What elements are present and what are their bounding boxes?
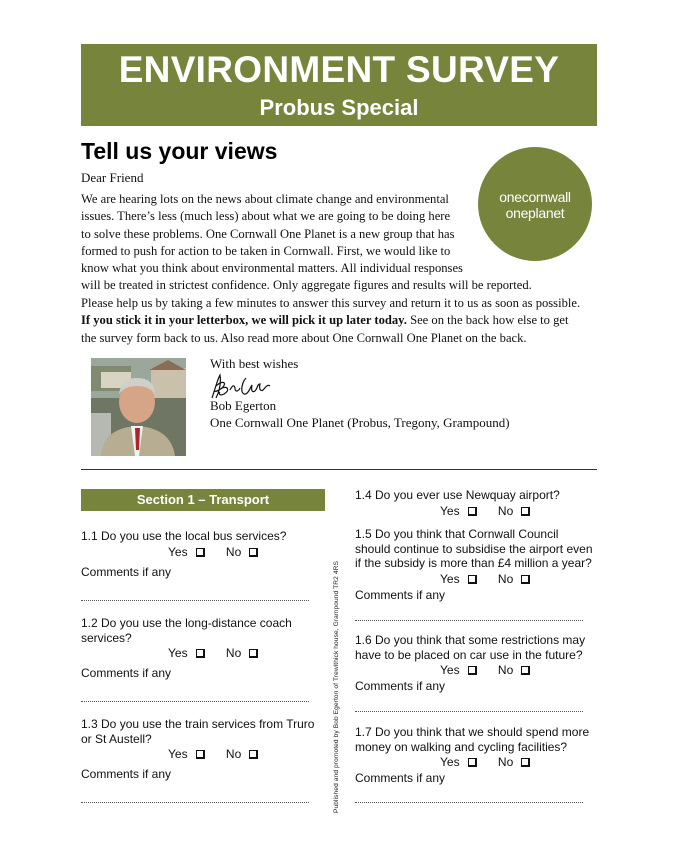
intro-line: know what you think about environmental matters. All individual responses: [81, 261, 463, 276]
greeting: Dear Friend: [81, 170, 144, 185]
comments-line[interactable]: [355, 802, 583, 803]
no-label: No: [225, 545, 242, 559]
question-text: 1.2 Do you use the long-distance coach: [81, 616, 292, 630]
answer-1-7: [440, 755, 530, 769]
no-label: No: [497, 504, 514, 518]
pickup-note: If you stick it in your letterbox, we will pick it up later today.: [81, 313, 407, 328]
signature: [210, 374, 510, 399]
question-1-4: [355, 488, 560, 503]
question-1-1: [81, 529, 286, 544]
logo-line: onecornwall: [499, 189, 571, 205]
intro-line: We are hearing lots on the news about climate change and environmental: [81, 192, 449, 206]
yes-checkbox[interactable]: [468, 575, 477, 584]
author-name: Bob Egerton: [210, 398, 277, 413]
no-checkbox[interactable]: [249, 649, 258, 658]
intro-line: will be treated in strictest confidence. Only aggregate figures and results will be reported.: [81, 278, 532, 293]
request-line: the survey form back to us. Also read more about One Cornwall One Planet on the back.: [81, 330, 527, 345]
question-1-7: [355, 725, 589, 754]
question-1-3: [81, 717, 314, 746]
no-checkbox[interactable]: [521, 575, 530, 584]
signoff: [210, 357, 510, 429]
question-text: have to be placed on car use in the future?: [355, 647, 583, 662]
yes-label: Yes: [440, 663, 460, 677]
question-text: 1.7 Do you think that we should spend more: [355, 725, 590, 739]
comments-label: Comments if any: [355, 679, 446, 693]
question-text: 1.4 Do you ever use Newquay airport?: [355, 488, 560, 502]
no-label: No: [225, 747, 242, 761]
request-line: [81, 313, 601, 330]
yes-label: Yes: [168, 545, 188, 559]
yes-checkbox[interactable]: [468, 507, 477, 516]
no-checkbox[interactable]: [249, 548, 258, 557]
no-checkbox[interactable]: [521, 507, 530, 516]
question-1-2: [81, 616, 292, 645]
one-cornwall-logo: [478, 147, 592, 261]
yes-label: Yes: [440, 755, 460, 769]
section-divider: [81, 469, 597, 470]
no-checkbox[interactable]: [249, 750, 258, 759]
intro-line: formed to push for action to be taken in Cornwall. First, we would like to: [81, 243, 451, 258]
author-org: One Cornwall One Planet (Probus, Tregony, Grampound): [210, 415, 510, 430]
no-checkbox[interactable]: [521, 666, 530, 675]
question-1-6: [355, 633, 585, 662]
comments-line[interactable]: [355, 711, 583, 712]
answer-1-3: [168, 747, 258, 761]
yes-checkbox[interactable]: [196, 548, 205, 557]
yes-checkbox[interactable]: [468, 758, 477, 767]
answer-1-6: [440, 663, 530, 677]
intro-line: to solve these problems. One Cornwall One Planet is a new group that has: [81, 226, 455, 241]
section-1-header: Section 1 – Transport: [81, 489, 325, 511]
logo-line: oneplanet: [505, 205, 565, 221]
imprint-text: Published and promoted by Bob Egerton of Trewithick house, Grampound TR2 4RS: [333, 561, 340, 813]
yes-label: Yes: [440, 504, 460, 518]
no-label: No: [497, 663, 514, 677]
question-text: 1.3 Do you use the train services from Truro: [81, 717, 315, 731]
title-banner: [81, 44, 597, 126]
survey-subtitle: Probus Special: [259, 95, 419, 120]
survey-title: ENVIRONMENT SURVEY: [118, 49, 560, 90]
answer-1-1: [168, 545, 258, 559]
no-label: No: [497, 572, 514, 586]
comments-line[interactable]: [81, 600, 309, 601]
question-text: money on walking and cycling facilities?: [355, 739, 568, 754]
no-checkbox[interactable]: [521, 758, 530, 767]
portrait-image: [91, 358, 186, 456]
yes-label: Yes: [440, 572, 460, 586]
comments-label: Comments if any: [355, 771, 446, 785]
intro-line: issues. There’s less (much less) about what we are going to be doing here: [81, 209, 451, 224]
author-photo: [91, 358, 186, 456]
comments-label: Comments if any: [81, 565, 172, 579]
question-text: if the subsidy is more than £4 million a year?: [355, 556, 592, 570]
comments-line[interactable]: [81, 802, 309, 803]
yes-checkbox[interactable]: [468, 666, 477, 675]
no-label: No: [225, 646, 242, 660]
comments-label: Comments if any: [81, 666, 172, 680]
no-label: No: [497, 755, 514, 769]
question-text: 1.6 Do you think that some restrictions may: [355, 633, 586, 647]
question-text: 1.5 Do you think that Cornwall Council: [355, 527, 559, 541]
comments-line[interactable]: [355, 620, 583, 621]
comments-line[interactable]: [81, 701, 309, 702]
request-paragraph: [81, 296, 601, 348]
yes-label: Yes: [168, 646, 188, 660]
yes-checkbox[interactable]: [196, 750, 205, 759]
request-line: Please help us by taking a few minutes to answer this survey and return it to us as soon as possible.: [81, 296, 581, 310]
answer-1-4: [440, 504, 530, 518]
question-text: services?: [81, 630, 132, 645]
question-text: or St Austell?: [81, 731, 152, 746]
signature-image: [208, 372, 278, 402]
intro-paragraph: [81, 192, 532, 297]
yes-checkbox[interactable]: [196, 649, 205, 658]
question-text: 1.1 Do you use the local bus services?: [81, 529, 287, 543]
question-1-5: [355, 527, 593, 571]
best-wishes: With best wishes: [210, 356, 299, 371]
comments-label: Comments if any: [81, 767, 172, 781]
answer-1-2: [168, 646, 258, 660]
request-line-rest: See on the back how else to get: [406, 313, 569, 328]
intro-heading: Tell us your views: [81, 138, 278, 164]
answer-1-5: [440, 572, 530, 586]
question-text: should continue to subsidise the airport even: [355, 541, 593, 556]
yes-label: Yes: [168, 747, 188, 761]
comments-label: Comments if any: [355, 588, 446, 602]
